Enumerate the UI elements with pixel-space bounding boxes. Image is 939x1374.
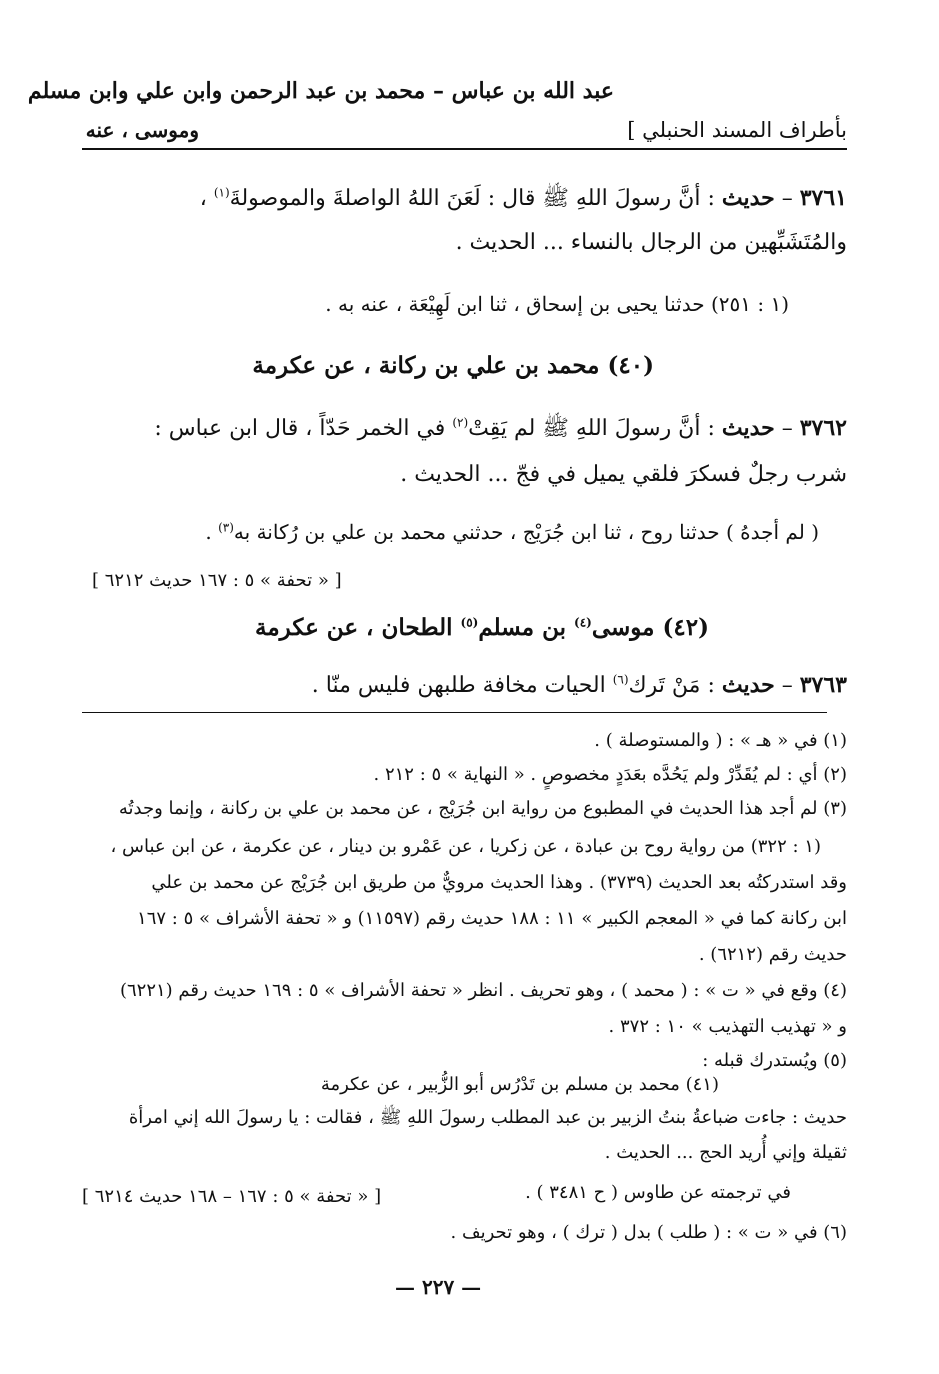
hadith-number: ٣٧٦١ bbox=[799, 185, 847, 211]
header-rule bbox=[82, 148, 847, 150]
footnote-separator bbox=[82, 712, 827, 713]
footnote-3-line4: ابن ركانة كما في « المعجم الكبير » ١١ : ١٨٨ حديث رقم (١١٥٩٧) و « تحفة الأشراف » ٥ : ١٦٧ bbox=[137, 908, 847, 929]
footnote-2: (٢) أي : لم يُقَدِّرْ ولم يَحُدَّه بعَدَدٍ مخصوصٍ . « النهاية » ٥ : ٢١٢ . bbox=[373, 764, 847, 785]
hadith-3762-reference bbox=[205, 520, 819, 544]
footnote-marker: (٥) bbox=[460, 615, 479, 630]
reference-end: . bbox=[205, 520, 219, 544]
hadith-3762-line2: شرب رجلٌ فسكرَ فلقي يميل في فجّ ... الحديث . bbox=[400, 462, 847, 487]
hadith-text: : أنَّ رسولَ اللهِ ﷺ لم يَقِتْ bbox=[468, 416, 722, 441]
hadith-label: حديث bbox=[721, 415, 775, 441]
hadith-text: : مَنْ تَرك bbox=[628, 673, 722, 698]
running-title-line2: وموسى ، عنه bbox=[85, 118, 199, 142]
footnote-5-tuhfa: [ « تحفة » ٥ : ١٦٧ – ١٦٨ حديث ٦٢١٤ ] bbox=[82, 1186, 382, 1207]
hadith-label: حديث bbox=[721, 672, 775, 698]
footnote-marker: (٢) bbox=[452, 415, 469, 430]
running-title-rest: – محمد بن عبد الرحمن وابن علي وابن مسلم bbox=[27, 78, 452, 104]
hadith-3763-line: ٣٧٦٣ – حديث : مَنْ تَرك$^{(٦)}$ الحيات مخافة طلبهن فليس منّا . bbox=[311, 672, 847, 698]
footnote-marker: (٦) bbox=[612, 672, 629, 687]
footnote-marker: (٤) bbox=[574, 615, 592, 630]
footnote-6: (٦) في « ت » : ( طلب ) بدل ( ترك ) ، وهو تحريف . bbox=[450, 1222, 847, 1243]
tuhfa-reference: [ « تحفة » ٥ : ١٦٧ حديث ٦٢١٢ ] bbox=[92, 570, 342, 591]
section-heading-40: (٤٠) محمد بن علي بن ركانة ، عن عكرمة bbox=[252, 352, 654, 379]
section-heading-42 bbox=[255, 614, 709, 641]
footnote-4-line2: و « تهذيب التهذيب » ١٠ : ٣٧٢ . bbox=[608, 1016, 847, 1037]
section-prefix: (٤٢) موسى bbox=[591, 614, 709, 641]
book-title: بأطراف المسند الحنبلي ] bbox=[627, 118, 847, 142]
footnote-3-line2: (١ : ٣٢٢) من رواية روح بن عبادة ، عن زكريا ، عن عَمْرو بن دينار ، عن عكرمة ، عن ابن عباس ، bbox=[110, 836, 821, 857]
hadith-3761-line1: ٣٧٦١ – حديث : أنَّ رسولَ اللهِ ﷺ قال : لَعَنَ اللهُ الواصلةَ والموصولةَ$^{(١)}$ ، bbox=[199, 185, 847, 211]
footnote-marker: (١) bbox=[213, 185, 230, 200]
footnote-4-line1: (٤) وقع في « ت » : ( محمد ) ، وهو تحريف . انظر « تحفة الأشراف » ٥ : ١٦٩ حديث رقم (٦٢٢١) bbox=[119, 980, 847, 1001]
hadith-3761-line2: والمُتَشَبِّهين من الرجال بالنساء ... الحديث . bbox=[455, 230, 847, 255]
hadith-text: : أنَّ رسولَ اللهِ ﷺ قال : لَعَنَ اللهُ الواصلةَ والموصولةَ bbox=[229, 186, 722, 211]
hadith-number: ٣٧٦٢ bbox=[799, 415, 847, 441]
running-title bbox=[28, 78, 614, 104]
hadith-number: ٣٧٦٣ bbox=[799, 672, 847, 698]
footnote-5-tarjama: في ترجمته عن طاوس ( ح ٣٤٨١ ) . bbox=[525, 1182, 791, 1203]
page-number: — ٢٢٧ — bbox=[395, 1275, 482, 1299]
footnote-5-intro: (٥) ويُستدرك قبله : bbox=[702, 1050, 847, 1071]
section-middle: بن مسلم bbox=[478, 614, 575, 641]
hadith-3762-line1: ٣٧٦٢ – حديث : أنَّ رسولَ اللهِ ﷺ لم يَقِتْ$^{(٢)}$ في الخمر حَدّاً ، قال ابن عباس : bbox=[154, 415, 847, 441]
footnote-5-hadith-line2: ثقيلة وإني أُريد الحج ... الحديث . bbox=[604, 1142, 847, 1163]
footnote-3-line1: (٣) لم أجد هذا الحديث في المطبوع من رواية ابن جُرَيْج ، عن محمد بن علي بن ركانة ، وإنما وجدتُه bbox=[118, 798, 847, 819]
hadith-text-end: ، bbox=[199, 186, 214, 211]
hadith-text-end: في الخمر حَدّاً ، قال ابن عباس : bbox=[154, 416, 453, 441]
hadith-label: حديث bbox=[721, 185, 775, 211]
footnote-5-section: (٤١) محمد بن مسلم بن تَدْرُس أبو الزُّبير ، عن عكرمة bbox=[320, 1074, 719, 1095]
section-suffix: الطحان ، عن عكرمة bbox=[255, 614, 461, 641]
reference-text: ( لم أجدهُ ) حدثنا روح ، ثنا ابن جُرَيْج ، حدثني محمد بن علي بن رُكانة به bbox=[233, 520, 819, 544]
running-title-bold: عبد الله بن عباس bbox=[451, 78, 614, 104]
hadith-text-end: الحيات مخافة طلبهن فليس منّا . bbox=[311, 673, 613, 698]
footnote-marker: (٣) bbox=[218, 520, 234, 535]
hadith-3761-reference: (١ : ٢٥١) حدثنا يحيى بن إسحاق ، ثنا ابن لَهِيْعَة ، عنه به . bbox=[325, 292, 789, 316]
footnote-5-hadith-line1: حديث : جاءت ضباعةُ بنتُ الزبير بن عبد المطلب رسولَ اللهِ ﷺ ، فقالت : يا رسولَ الله إني امرأة bbox=[128, 1107, 847, 1128]
footnote-1: (١) في « هـ » : ( والمستوصلة ) . bbox=[594, 730, 847, 751]
footnote-3-line3: وقد استدركتُه بعد الحديث (٣٧٣٩) . وهذا الحديث مرويٌّ من طريق ابن جُرَيْج عن محمد بن علي bbox=[151, 872, 847, 893]
footnote-3-line5: حديث رقم (٦٢١٢) . bbox=[698, 944, 847, 965]
